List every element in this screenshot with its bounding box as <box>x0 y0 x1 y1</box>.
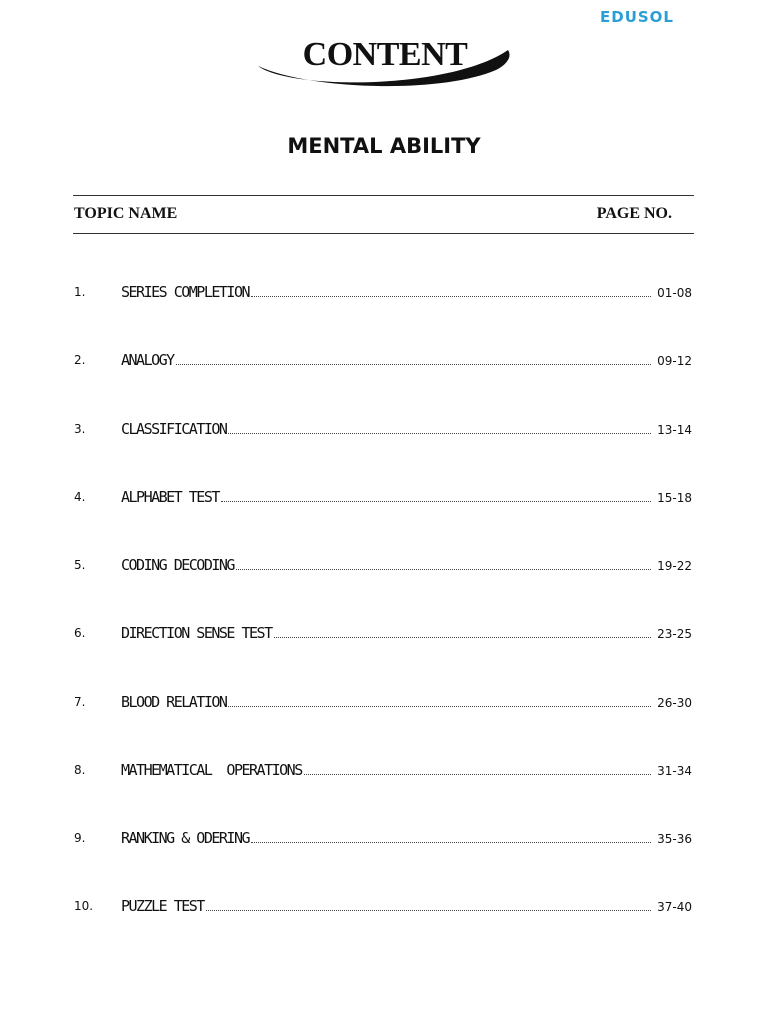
toc-number: 7. <box>74 695 86 709</box>
toc-pages: 19-22 <box>657 559 692 573</box>
toc-pages: 15-18 <box>657 491 692 505</box>
dot-leader <box>206 910 651 911</box>
topic-name-header: TOPIC NAME <box>74 205 178 222</box>
dot-leader <box>251 296 651 297</box>
toc-pages: 09-12 <box>657 354 692 368</box>
content-title: CONTENT <box>302 36 468 73</box>
toc-number: 1. <box>74 285 86 299</box>
toc-pages: 35-36 <box>657 832 692 846</box>
toc-number: 5. <box>74 558 86 572</box>
toc-row <box>74 416 692 438</box>
toc-topic: RANKING & ODERING <box>121 829 250 847</box>
toc-row <box>74 484 692 506</box>
toc-row <box>74 279 692 301</box>
brand-logo: EDUSOL <box>600 8 674 26</box>
toc-pages: 26-30 <box>657 696 692 710</box>
toc-pages: 01-08 <box>657 286 692 300</box>
toc-topic: CODING DECODING <box>121 556 234 574</box>
toc-topic: SERIES COMPLETION <box>121 283 250 301</box>
toc-number: 10. <box>74 899 94 913</box>
toc-row <box>74 552 692 574</box>
dot-leader <box>176 364 651 365</box>
header-rule-top <box>73 195 694 196</box>
toc-topic: BLOOD RELATION <box>121 693 227 711</box>
toc-row <box>74 347 692 369</box>
page-no-header: PAGE NO. <box>596 205 672 222</box>
toc-number: 9. <box>74 831 86 845</box>
dot-leader <box>236 569 651 570</box>
toc-row <box>74 825 692 847</box>
dot-leader <box>304 774 651 775</box>
toc-topic: MATHEMATICAL OPERATIONS <box>121 761 302 779</box>
toc-topic: ALPHABET TEST <box>121 488 219 506</box>
toc-topic: CLASSIFICATION <box>121 420 227 438</box>
toc-pages: 13-14 <box>657 423 692 437</box>
section-title: MENTAL ABILITY <box>287 134 481 158</box>
toc-row <box>74 757 692 779</box>
toc-pages: 37-40 <box>657 900 692 914</box>
toc-pages: 31-34 <box>657 764 692 778</box>
toc-number: 8. <box>74 763 86 777</box>
toc-number: 6. <box>74 626 86 640</box>
toc-pages: 23-25 <box>657 627 692 641</box>
toc-row <box>74 893 692 915</box>
toc-topic: ANALOGY <box>121 351 174 369</box>
dot-leader <box>221 501 651 502</box>
toc-topic: DIRECTION SENSE TEST <box>121 624 272 642</box>
dot-leader <box>228 706 651 707</box>
toc-number: 3. <box>74 422 86 436</box>
toc-number: 2. <box>74 353 86 367</box>
toc-topic: PUZZLE TEST <box>121 897 204 915</box>
toc-row <box>74 620 692 642</box>
dot-leader <box>274 637 652 638</box>
dot-leader <box>251 842 651 843</box>
dot-leader <box>228 433 651 434</box>
toc-row <box>74 689 692 711</box>
toc-number: 4. <box>74 490 86 504</box>
header-rule-bottom <box>73 233 694 234</box>
